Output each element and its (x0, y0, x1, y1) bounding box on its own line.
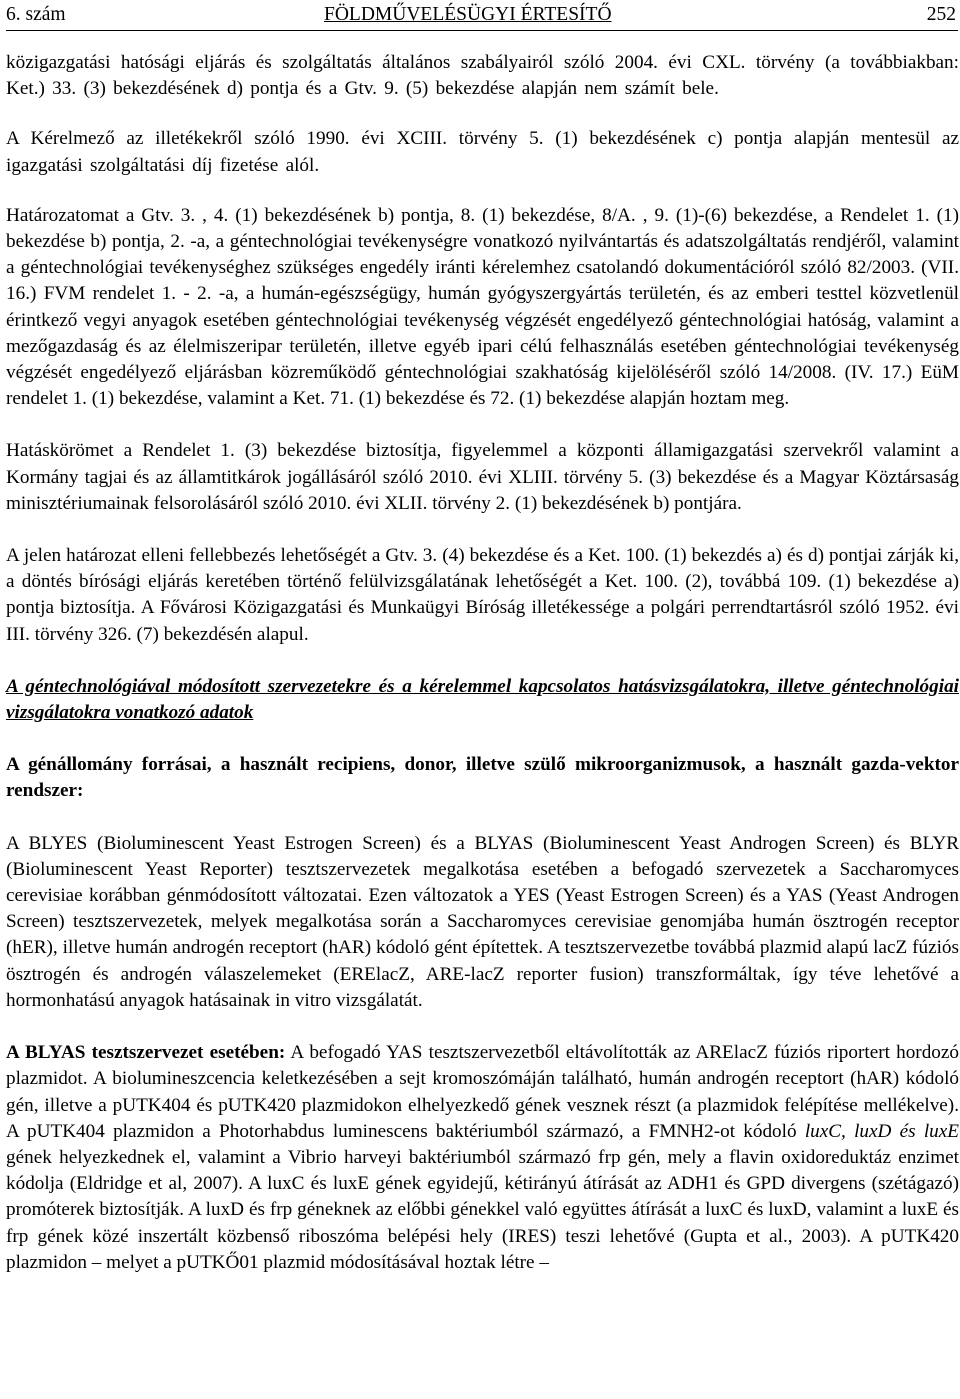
paragraph-legal-basis: Határozatomat a Gtv. 3. , 4. (1) bekezdésének b) pontja, 8. (1) bekezdése, 8/A. , 9. (1)-(6) bekezdése, a Rendelet 1. (1) bekezdése b) pontja, 2. -a, a géntechnológiai tevékenységre vonatkozó nyilvántartás és adatszolgáltatás rendjéről, valamint a géntechnológiai tevékenységhez szükséges engedély iránti kérelemhez csatolandó dokumentációról szóló 82/2003. (VII. 16.) FVM rendelet 1. - 2. -a, a humán-egészségügy, humán gyógyszergyártás területén, és az emberi testtel közvetlenül érintkező vegyi anyagok esetében géntechnológiai tevékenység végzését engedélyező géntechnológiai hatóság, valamint a mezőgazdaság és az élelmiszeripar területén, illetve egyéb ipari célú felhasználás esetében géntechnológiai tevékenység végzését engedélyező eljárásban közreműködő géntechnológiai szakhatóság kijelöléséről szóló 14/2008. (IV. 17.) EüM rendelet 1. (1) bekezdése, valamint a Ket. 71. (1) bekezdése és 72. (1) bekezdése alapján hoztam meg. (6, 204, 959, 410)
journal-title: FÖLDMŰVELÉSÜGYI ÉRTESÍTŐ (324, 4, 612, 25)
gene-names: luxC, luxD és luxE (804, 1120, 959, 1142)
page-number: 252 (926, 4, 956, 25)
paragraph-blyas-organism (6, 1040, 959, 1276)
issue-number: 6. szám (6, 4, 66, 25)
subheading-gene-sources: A génállomány forrásai, a használt recipiens, donor, illetve szülő mikroorganizmusok, a használt gazda-vektor rendszer: (6, 754, 959, 802)
paragraph-blyes-blyas: A BLYES (Bioluminescent Yeast Estrogen Screen) és a BLYAS (Bioluminescent Yeast Androgen Screen) és BLYR (Bioluminescent Yeast Reporter) tesztszervezetek megalkotása esetében a befogadó szervezetek a Saccharomyces cerevisiae korábban génmódosított változatai. Ezen változatok a YES (Yeast Estrogen Screen) és a YAS (Yeast Androgen Screen) tesztszervezetek, melyek megalkotása során a Saccharomyces cerevisiae genomjába humán ösztrogén receptor (hER), illetve humán androgén receptort (hAR) kódoló gént építettek. A tesztszervezetbe továbbá plazmid alapú lacZ fúziós ösztrogén és androgén válaszelemeket (ERElacZ, ARE-lacZ reporter fusion) transzformáltak, így téve lehetővé a hormonhatású anyagok hatásainak in vitro vizsgálatát. (6, 832, 959, 1011)
paragraph-text-a: A befogadó YAS tesztszervezetből eltávolították az ARElacZ fúziós riportert hordozó plazmidot. A biolumineszcencia keletkezésében a sejt kromoszómáján található, humán androgén receptort (hAR) kódoló gén, illetve a pUTK404 és pUTK420 plazmidokon elhelyezkedő gének vesznek részt (a plazmidok felépítése mellékelve). A pUTK404 plazmidon a Photorhabdus luminescens baktériumból származó, a FMNH2-ot kódoló (6, 1042, 959, 1142)
paragraph-text-b: gének helyezkednek el, valamint a Vibrio harveyi baktériumból származó frp gén, mely a flavin oxidoreduktáz enzimet kódolja (Eldridge et al, 2007). A luxC és luxE gének egyidejű, kétirányú átírását az ADH1 és GPD divergens (szétágazó) promóterek biztosítják. A luxD és frp géneknek az előbbi génekkel való együttes átírását a luxC és luxD, valamint a luxE és frp gének közé inszertált közbenső riboszóma belépési hely (IRES) teszi lehetővé (Gupta et al., 2003). A pUTK420 plazmidon – melyet a pUTKŐ01 plazmid módosításával hoztak létre – (6, 1146, 959, 1273)
page-body (6, 50, 959, 1276)
paragraph-fee-exemption: A Kérelmező az illetékekről szóló 1990. évi XCIII. törvény 5. (1) bekezdésének c) pontja alapján mentesül az igazgatási szolgáltatási díj fizetése alól. (6, 128, 959, 176)
paragraph-lead: A BLYAS tesztszervezet esetében: (6, 1042, 286, 1064)
paragraph-appeal: A jelen határozat elleni fellebbezés lehetőségét a Gtv. 3. (4) bekezdése és a Ket. 100. (1) bekezdés a) és d) pontjai zárják ki, a döntés bírósági eljárás keretében történő felülvizsgálatának lehetőségét a Ket. 100. (2), továbbá 109. (1) bekezdése a) pontja biztosítja. A Fővárosi Közigazgatási és Munkaügyi Bíróság illetékessége a polgári perrendtartásról szóló 1952. évi III. törvény 326. (7) bekezdésén alapul. (6, 545, 959, 645)
section-title: A géntechnológiával módosított szervezetekre és a kérelemmel kapcsolatos hatásvizsgálatokra, illetve géntechnológiai vizsgálatokra vonatkozó adatok (6, 675, 959, 724)
paragraph-competence: Hatáskörömet a Rendelet 1. (3) bekezdése biztosítja, figyelemmel a központi államigazgatási szervekről valamint a Kormány tagjai és az államtitkárok jogállásáról szóló 2010. évi XLIII. törvény 5. (3) bekezdése és a Magyar Köztársaság minisztériumainak felsorolásáról szóló 2010. évi XLII. törvény 2. (1) bekezdésének b) pontjára. (6, 440, 959, 514)
paragraph-exemption-deadline: közigazgatási hatósági eljárás és szolgáltatás általános szabályairól szóló 2004. évi CXL. törvény (a továbbiakban: Ket.) 33. (3) bekezdésének d) pontja és a Gtv. 9. (5) bekezdése alapján nem számít bele. (6, 52, 959, 100)
page-header (6, 0, 958, 31)
